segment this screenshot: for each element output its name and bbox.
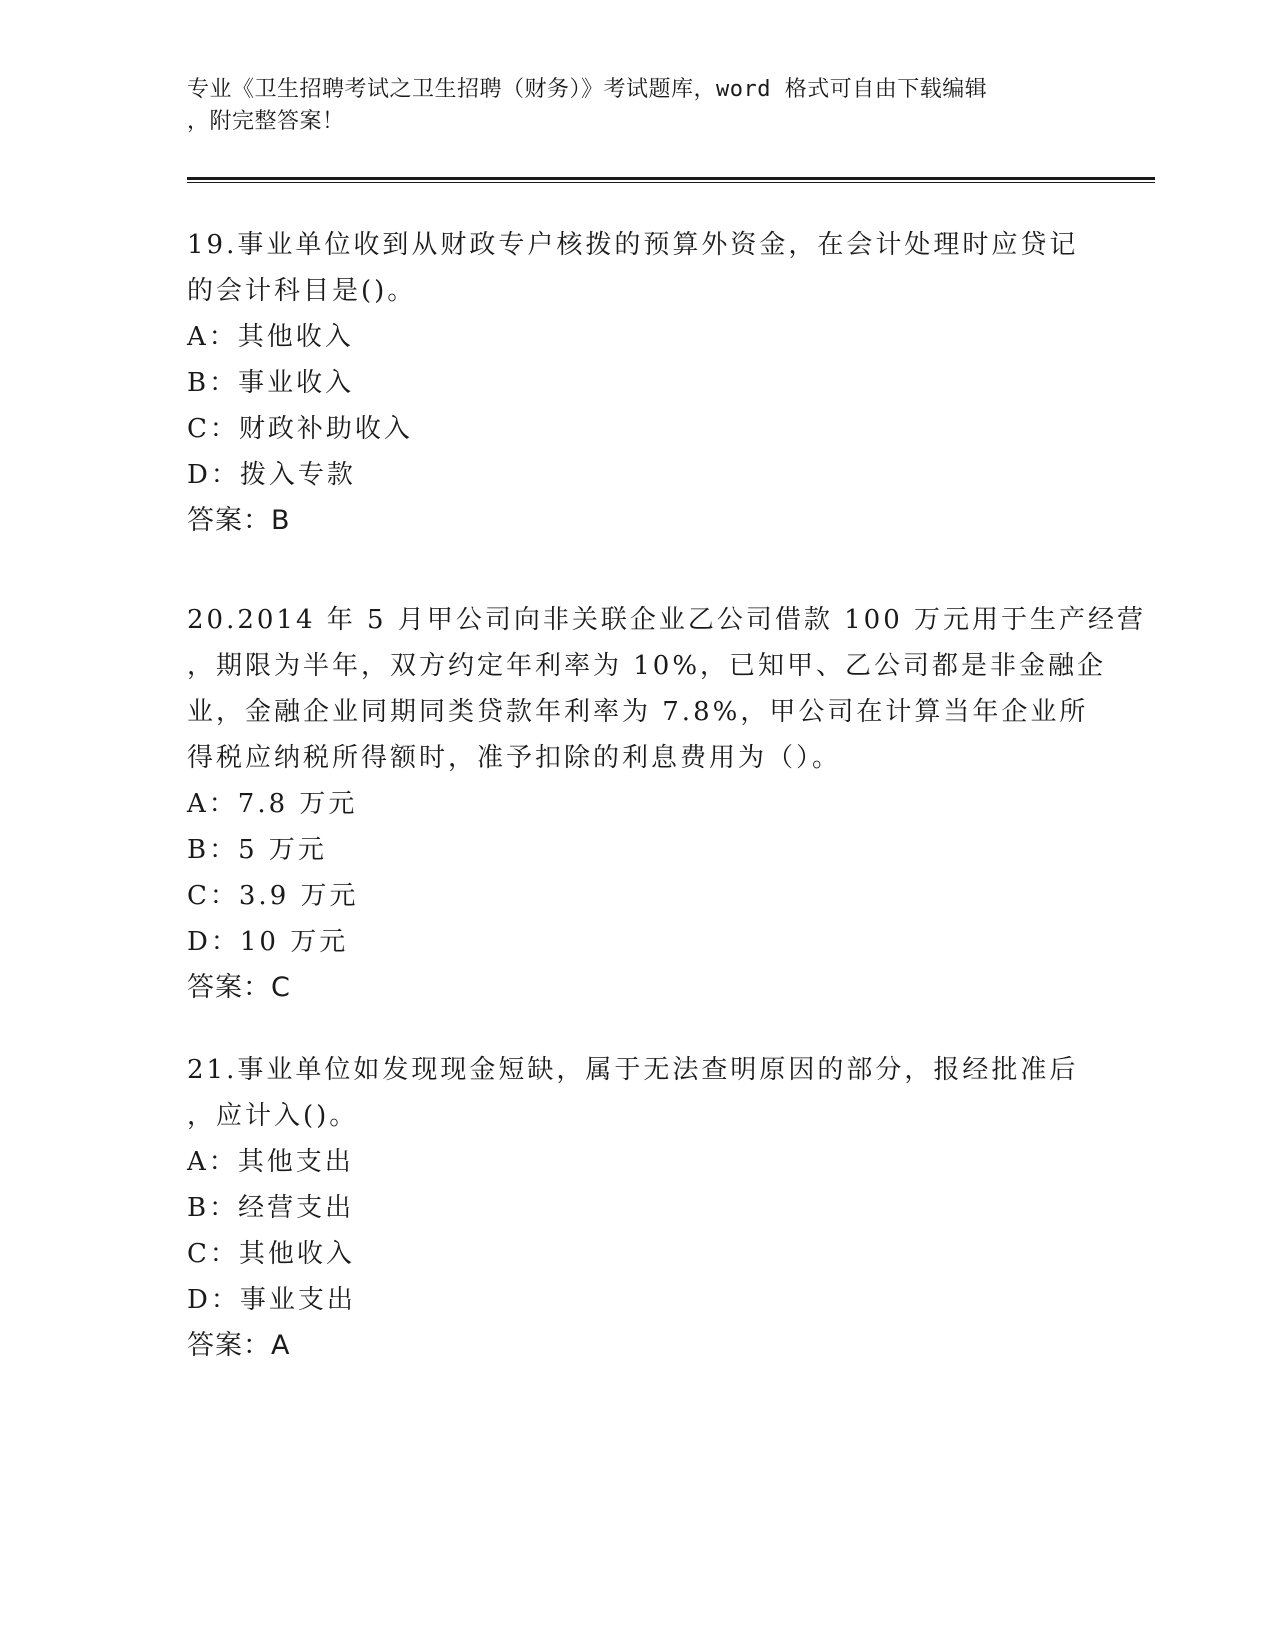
question-stem: 的会计科目是()。	[187, 276, 417, 306]
question-stem: ，应计入()。	[187, 1101, 359, 1131]
option-a: A：其他支出	[187, 1147, 354, 1177]
question-stem: 20.2014 年 5 月甲公司向非关联企业乙公司借款 100 万元用于生产经营	[187, 605, 1147, 635]
header-line: 专业《卫生招聘考试之卫生招聘（财务）》考试题库，word 格式可自由下载编辑	[187, 77, 988, 102]
header-divider	[187, 177, 1155, 180]
question-stem: 19.事业单位收到从财政专户核拨的预算外资金，在会计处理时应贷记	[187, 230, 1079, 260]
answer: 答案：C	[187, 972, 291, 1003]
answer: 答案：A	[187, 1330, 291, 1361]
question-21	[187, 1047, 1087, 1369]
option-a: A：7.8 万元	[187, 789, 358, 819]
question-stem: 得税应纳税所得额时，准予扣除的利息费用为（）。	[187, 743, 842, 773]
option-c: C：3.9 万元	[187, 881, 359, 911]
question-stem: ，期限为半年，双方约定年利率为 10%，已知甲、乙公司都是非金融企	[187, 651, 1107, 681]
question-20	[187, 597, 1147, 1011]
option-b: B：事业收入	[187, 368, 355, 398]
header-line: ，附完整答案！	[187, 109, 345, 134]
document-header	[187, 74, 1087, 138]
question-19	[187, 222, 1087, 544]
header-divider-thin	[187, 182, 1155, 183]
option-c: C：财政补助收入	[187, 414, 413, 444]
option-d: D：事业支出	[187, 1285, 356, 1315]
answer: 答案：B	[187, 505, 291, 536]
option-d: D：拨入专款	[187, 460, 356, 490]
option-c: C：其他收入	[187, 1239, 355, 1269]
question-stem: 21.事业单位如发现现金短缺，属于无法查明原因的部分，报经批准后	[187, 1055, 1079, 1085]
option-a: A：其他收入	[187, 322, 354, 352]
question-stem: 业，金融企业同期同类贷款年利率为 7.8%，甲公司在计算当年企业所	[187, 697, 1089, 727]
option-b: B：经营支出	[187, 1193, 355, 1223]
option-b: B：5 万元	[187, 835, 327, 865]
option-d: D：10 万元	[187, 927, 349, 957]
